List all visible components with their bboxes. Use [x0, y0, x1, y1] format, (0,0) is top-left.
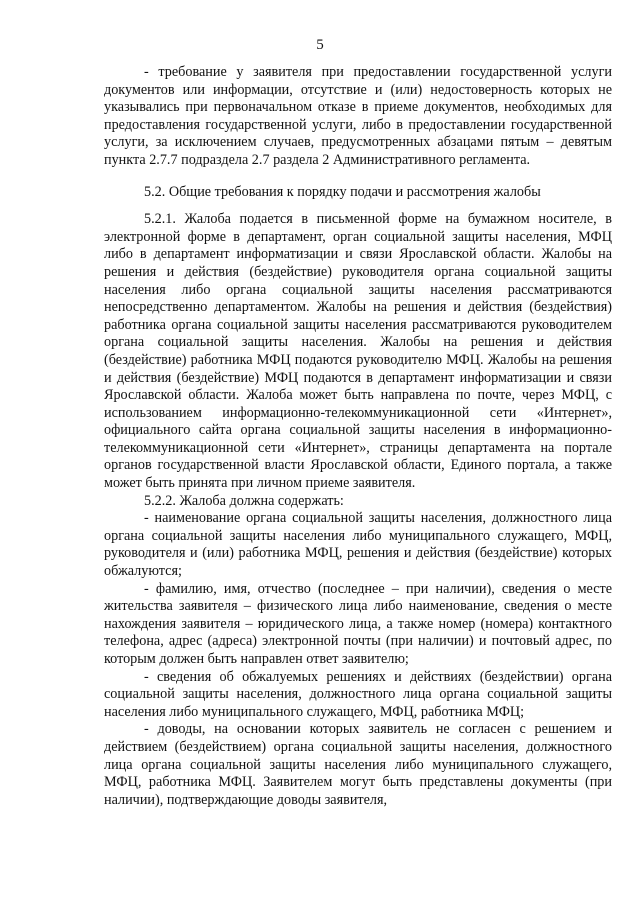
list-item-body-name: - наименование органа социальной защиты населения, должностного лица органа социальной защиты населения либо муниципального служащего, МФЦ, руководителя и (или) работника МФЦ, решения и действия (бездействие) которых обжалуются;: [104, 510, 612, 580]
document-body: [104, 64, 612, 809]
paragraph-5-2-1: 5.2.1. Жалоба подается в письменной форме на бумажном носителе, в электронной форме в департамент, орган социальной защиты населения, МФЦ либо в департамент информатизации и связи Ярославской области. Жалобы на решения и действия (бездействие) руководителя органа социальной защиты населения либо органа социальной защиты населения рассматриваются непосредственно департаментом. Жалобы на решения и действия (бездействия) работника органа социальной защиты населения рассматриваются руководителем органа социальной защиты населения. Жалобы на решения и действия (бездействие) работника МФЦ подаются руководителю МФЦ. Жалобы на решения и действия (бездействие) МФЦ подаются в департамент информатизации и связи Ярославской области. Жалоба может быть направлена по почте, через МФЦ, с использованием информационно-телекоммуникационной сети «Интернет», официального сайта органа социальной защиты населения в информационно-телекоммуникационной сети «Интернет», страницы департамента на портале органов государственной власти Ярославской области, Единого портала, а также может быть принята при личном приеме заявителя.: [104, 211, 612, 492]
page-number: 5: [316, 37, 324, 53]
list-item-arguments: - доводы, на основании которых заявитель не согласен с решением и действием (бездействием) органа социальной защиты населения, должностного лица органа социальной защиты населения либо муниципального служащего, МФЦ, работника МФЦ. Заявителем могут быть представлены документы (при наличии), подтверждающие доводы заявителя,: [104, 721, 612, 808]
list-item-appealed-decisions: - сведения об обжалуемых решениях и действиях (бездействии) органа социальной защиты населения, должностного лица органа социальной защиты населения либо муниципального служащего, МФЦ, работника МФЦ;: [104, 668, 612, 720]
list-item-applicant-details: - фамилию, имя, отчество (последнее – при наличии), сведения о месте жительства заявителя – физического лица либо наименование, сведения о месте нахождения заявителя – юридического лица, а также номер (номера) контактного телефона, адрес (адреса) электронной почты (при наличии) и почтовый адрес, по которым должен быть направлен ответ заявителю;: [104, 580, 612, 667]
section-heading-5-2: 5.2. Общие требования к порядку подачи и рассмотрения жалобы: [144, 183, 541, 200]
paragraph-refusal-requirement: - требование у заявителя при предоставлении государственной услуги документов или информации, отсутствие и (или) недостоверность которых не указывались при первоначальном отказе в приеме документов, необходимых для предоставления государственной услуги, либо в предоставлении государственной услуги, за исключением случаев, предусмотренных абзацами пятым – девятым пункта 2.7.7 подраздела 2.7 раздела 2 Административного регламента.: [104, 64, 612, 168]
paragraph-5-2-2: 5.2.2. Жалоба должна содержать:: [144, 492, 344, 509]
